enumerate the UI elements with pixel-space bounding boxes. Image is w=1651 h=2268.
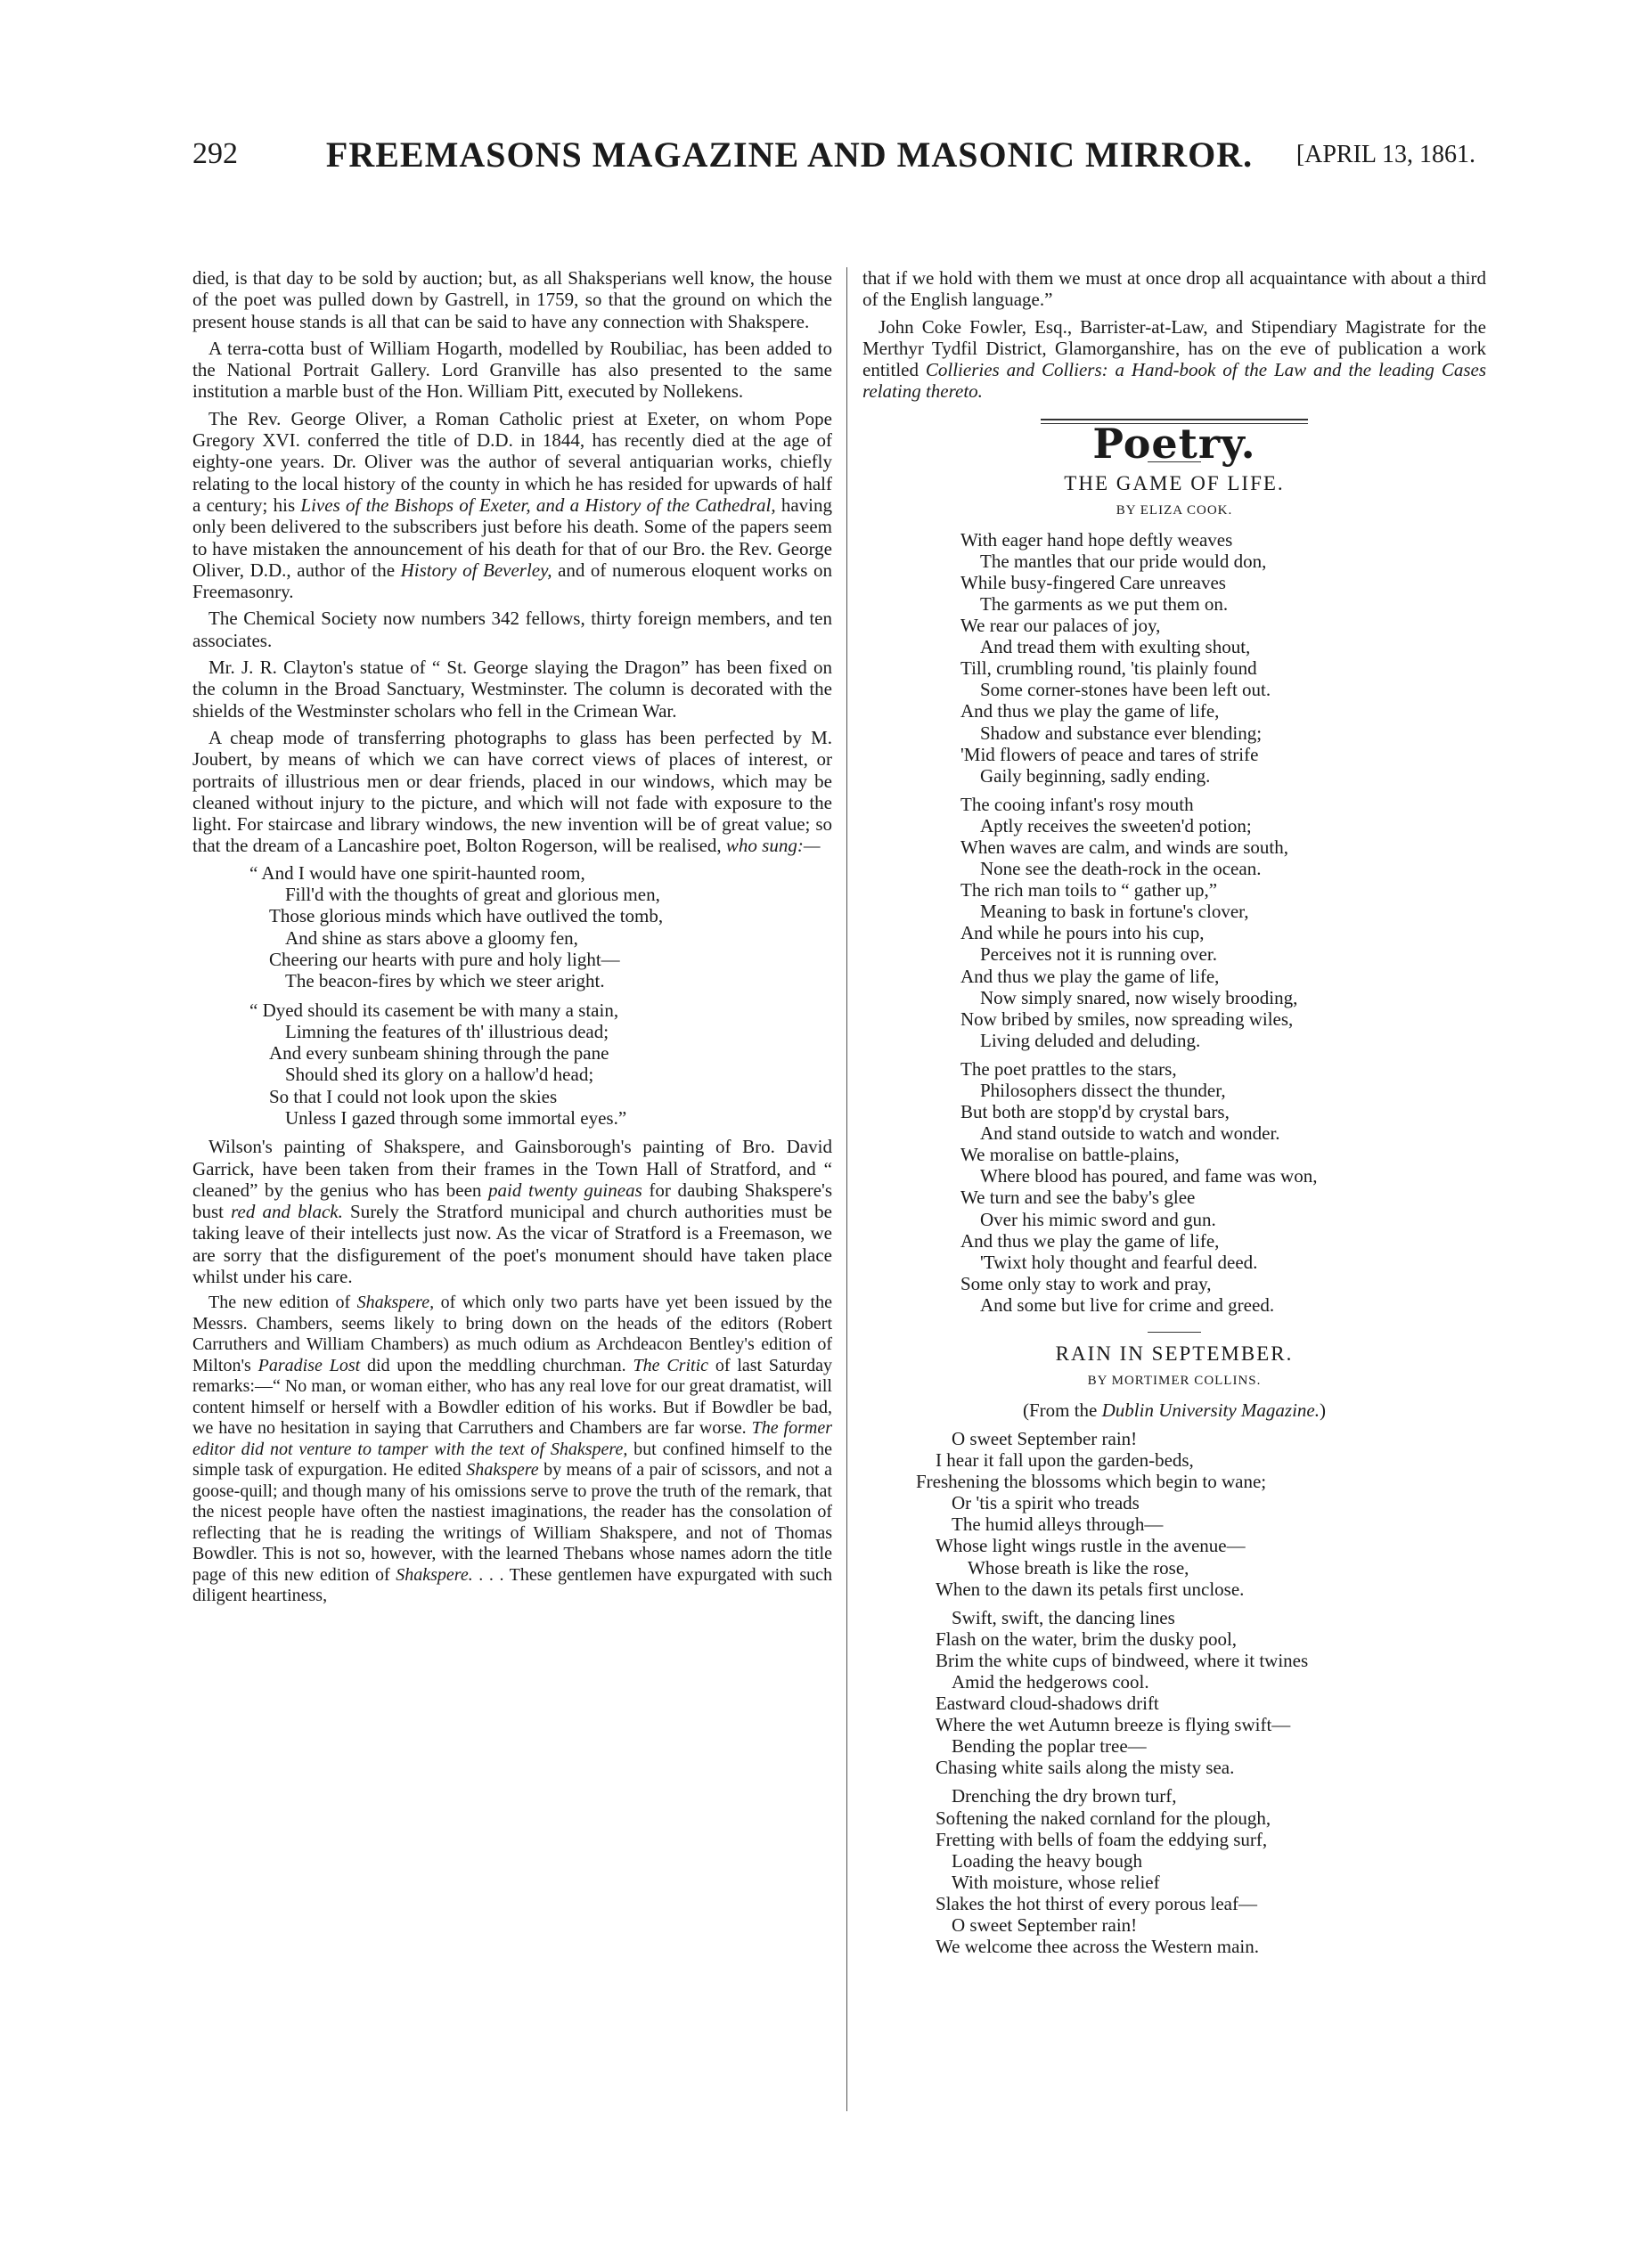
paragraph-critic-continued: that if we hold with them we must at once drop all acquaintance with about a third of the English language.” bbox=[862, 267, 1486, 311]
column-divider bbox=[846, 267, 847, 2111]
verse-line: With eager hand hope deftly weaves bbox=[960, 528, 1233, 551]
poem-rain-in-september bbox=[916, 1428, 1486, 1957]
left-column bbox=[192, 267, 832, 1612]
verse-line: The beacon-fires by which we steer aright. bbox=[285, 970, 605, 992]
verse-line: So that I could not look upon the skies bbox=[269, 1085, 558, 1107]
verse-line bbox=[249, 992, 832, 999]
verse-line: Perceives not it is running over. bbox=[980, 943, 1217, 966]
verse-line: Eastward cloud-shadows drift bbox=[936, 1693, 1159, 1715]
verse-line: Should shed its glory on a hallow'd head; bbox=[285, 1064, 594, 1086]
verse-line: The cooing infant's rosy mouth bbox=[960, 793, 1194, 815]
right-column bbox=[862, 267, 1486, 1957]
verse-line: Slakes the hot thirst of every porous leaf— bbox=[936, 1892, 1257, 1914]
paragraph-oliver-obituary: The Rev. George Oliver, a Roman Catholic priest at Exeter, on whom Pope Gregory XVI. conferred the title of D.D. in 1844, has recently died at the age of eighty-one years. Dr. Oliver was the author of several antiquarian works, chiefly relating to the local history of the county in which he has resided for upwards of half a century; his Lives of the Bishops of Exeter, and a History of the Cathedral, having only been delivered to the subscribers just before his death. Some of the papers seem to have mistaken the announcement of his death for that of our Bro. the Rev. George Oliver, D.D., author of the History of Beverley, and of numerous eloquent works on Freemasonry. bbox=[192, 407, 832, 603]
verse-line: 'Twixt holy thought and fearful deed. bbox=[980, 1251, 1258, 1273]
poem-game-of-life bbox=[960, 529, 1486, 1316]
verse-line: Some only stay to work and pray, bbox=[960, 1272, 1212, 1294]
verse-line: We welcome thee across the Western main. bbox=[936, 1936, 1260, 1958]
verse-line: Gaily beginning, sadly ending. bbox=[980, 764, 1211, 787]
verse-line: Or 'tis a spirit who treads bbox=[952, 1492, 1140, 1514]
verse-line: Till, crumbling round, 'tis plainly found bbox=[960, 657, 1257, 680]
verse-line: And thus we play the game of life, bbox=[960, 965, 1220, 987]
verse-line: Limning the features of th' illustrious dead; bbox=[285, 1020, 609, 1042]
verse-line: Meaning to bask in fortune's clover, bbox=[980, 901, 1249, 923]
verse-line: And while he pours into his cup, bbox=[960, 922, 1205, 944]
paragraph-stratford-paintings: Wilson's painting of Shakspere, and Gainsborough's painting of Bro. David Garrick, have been taken from their frames in the Town Hall of Stratford, and “ cleaned” by the genius who has been paid twenty guineas for daubing Shakspere's bust red and black. Surely the Stratford municipal and church authorities must be taking leave of their intellects just now. As the vicar of Stratford is a Freemason, we are sorry that the disfigurement of the poet's monument should have taken place whilst under his care. bbox=[192, 1136, 832, 1288]
verse-line: Bending the poplar tree— bbox=[952, 1735, 1147, 1758]
verse-line: While busy-fingered Care unreaves bbox=[960, 571, 1226, 593]
verse-line: The mantles that our pride would don, bbox=[980, 550, 1267, 572]
verse-line: Over his mimic sword and gun. bbox=[980, 1208, 1216, 1230]
verse-line: Loading the heavy bough bbox=[952, 1849, 1143, 1872]
page-number: 292 bbox=[192, 137, 238, 170]
verse-line: Those glorious minds which have outlived the tomb, bbox=[269, 905, 664, 927]
verse-line: Amid the hedgerows cool. bbox=[952, 1670, 1149, 1693]
paragraph-chemical-society: The Chemical Society now numbers 342 fellows, thirty foreign members, and ten associates. bbox=[192, 608, 832, 651]
short-divider bbox=[1148, 1332, 1201, 1333]
verse-line: The rich man toils to “ gather up,” bbox=[960, 879, 1218, 901]
verse-line: Shadow and substance ever blending; bbox=[980, 722, 1263, 744]
verse-line: We rear our palaces of joy, bbox=[960, 615, 1161, 637]
verse-line: When waves are calm, and winds are south, bbox=[960, 836, 1288, 858]
verse-line: Freshening the blossoms which begin to wane; bbox=[916, 1471, 1267, 1493]
verse-line bbox=[916, 1600, 1486, 1607]
verse-line: None see the death-rock in the ocean. bbox=[980, 858, 1262, 880]
verse-line: Unless I gazed through some immortal eyes.” bbox=[285, 1106, 627, 1129]
poem-byline-cook: BY ELIZA COOK. bbox=[1116, 503, 1233, 518]
verse-line: Chasing white sails along the misty sea. bbox=[936, 1757, 1235, 1779]
verse-line: With moisture, whose relief bbox=[952, 1871, 1160, 1893]
verse-line: Drenching the dry brown turf, bbox=[952, 1785, 1177, 1807]
verse-line: Whose breath is like the rose, bbox=[968, 1556, 1189, 1579]
verse-line: And thus we play the game of life, bbox=[960, 1229, 1220, 1252]
paragraph-photographs-glass: A cheap mode of transferring photographs to glass has been perfected by M. Joubert, by means of which we can have correct views of places of interest, or portraits of illustrious men or dear friends, placed in our windows, which may be cleaned without injury to the picture, and which will not fade with exposure to the light. For staircase and library windows, the new invention will be of great value; so that the dream of a Lancashire poet, Bolton Rogerson, will be realised, who sung:— bbox=[192, 726, 832, 857]
verse-line: Fretting with bells of foam the eddying surf, bbox=[936, 1828, 1268, 1850]
poem-source: (From the Dublin University Magazine.) bbox=[1022, 1399, 1327, 1421]
verse-line: Where blood has poured, and fame was won, bbox=[980, 1165, 1318, 1187]
verse-line: Softening the naked cornland for the plough, bbox=[936, 1807, 1271, 1829]
page-header bbox=[192, 134, 1475, 187]
verse-line: And some but live for crime and greed. bbox=[980, 1293, 1275, 1316]
verse-line: Philosophers dissect the thunder, bbox=[980, 1080, 1226, 1102]
verse-line: O sweet September rain! bbox=[952, 1914, 1138, 1936]
verse-line: Whose light wings rustle in the avenue— bbox=[936, 1535, 1246, 1557]
verse-line: Cheering our hearts with pure and holy light— bbox=[269, 948, 620, 970]
paragraph-chambers-edition: The new edition of Shakspere, of which only two parts have yet been issued by the Messrs. Chambers, seems likely to bring down on the heads of the editors (Robert Carruthers and William Chambers) as much odium as Archdeacon Bentley's edition of Milton's Paradise Lost did upon the meddling churchman. The Critic of last Saturday remarks:—“ No man, or woman either, who has any real love for our great dramatist, will content himself or herself with a Bowdler edition of his works. But if Bowdler be bad, we have no hesitation in saying that Carruthers and Chambers are far worse. The former editor did not venture to tamper with the text of Shakspere, but confined himself to the simple task of expurgation. He edited Shakspere by means of a pair of scissors, and not a goose-quill; and though many of his omissions serve to prove the truth of the remark, that the nicest people have often the nastiest imaginations, the reader has the consolation of reflecting that he is reading the writings of William Shakspere, and not of Thomas Bowdler. This is not so, however, with the learned Thebans whose names adorn the title page of this new edition of Shakspere. . . . These gentlemen have expurgated with such diligent heartiness, bbox=[192, 1293, 833, 1606]
verse-line: O sweet September rain! bbox=[952, 1427, 1138, 1449]
paragraph-hogarth-bust: A terra-cotta bust of William Hogarth, modelled by Roubiliac, has been added to the National Portrait Gallery. Lord Granville has also presented to the same institution a marble bust of the Hon. William Pitt, executed by Nollekens. bbox=[192, 337, 832, 403]
verse-line: But both are stopp'd by crystal bars, bbox=[960, 1101, 1230, 1123]
verse-line: And tread them with exulting shout, bbox=[980, 636, 1251, 658]
verse-line: And shine as stars above a gloomy fen, bbox=[285, 926, 578, 949]
verse-line: And every sunbeam shining through the pane bbox=[269, 1042, 609, 1065]
rogerson-verse bbox=[249, 862, 832, 1130]
poem-title-rain-in-september: RAIN IN SEPTEMBER. bbox=[1055, 1342, 1294, 1366]
masthead-title: FREEMASONS MAGAZINE AND MASONIC MIRROR. bbox=[325, 135, 1254, 175]
verse-line: Aptly receives the sweeten'd potion; bbox=[980, 814, 1252, 836]
verse-line: And stand outside to watch and wonder. bbox=[980, 1122, 1280, 1145]
verse-line: The poet prattles to the stars, bbox=[960, 1057, 1177, 1080]
verse-line: When to the dawn its petals first unclose. bbox=[936, 1578, 1245, 1600]
verse-line: Some corner-stones have been left out. bbox=[980, 679, 1271, 701]
verse-line: 'Mid flowers of peace and tares of strife bbox=[960, 743, 1259, 765]
verse-line: The humid alleys through— bbox=[952, 1513, 1164, 1536]
paragraph-shakspere-house: died, is that day to be sold by auction; but, as all Shaksperians well know, the house of the poet was pulled down by Gastrell, in 1759, so that the ground on which the present house stands is all that can be said to have any connection with Shakspere. bbox=[192, 267, 832, 332]
poem-title-game-of-life: THE GAME OF LIFE. bbox=[1064, 472, 1285, 495]
verse-line: We moralise on battle-plains, bbox=[960, 1144, 1180, 1166]
verse-line: We turn and see the baby's glee bbox=[960, 1187, 1196, 1209]
verse-line: Swift, swift, the dancing lines bbox=[952, 1606, 1175, 1628]
verse-line: Brim the white cups of bindweed, where it twines bbox=[936, 1649, 1309, 1671]
verse-line: Living deluded and deluding. bbox=[980, 1029, 1201, 1051]
verse-line: And thus we play the game of life, bbox=[960, 700, 1220, 722]
paragraph-clayton-statue: Mr. J. R. Clayton's statue of “ St. George slaying the Dragon” has been fixed on the column in the Broad Sanctuary, Westminster. The column is decorated with the shields of the Westminster scholars who fell in the Crimean War. bbox=[192, 657, 832, 722]
verse-line: Flash on the water, brim the dusky pool, bbox=[936, 1628, 1238, 1650]
verse-line: Now bribed by smiles, now spreading wiles, bbox=[960, 1008, 1294, 1030]
verse-line: “ Dyed should its casement be with many a stain, bbox=[249, 999, 619, 1021]
verse-line bbox=[916, 1778, 1486, 1785]
verse-line: Where the wet Autumn breeze is flying swift— bbox=[936, 1714, 1291, 1736]
poetry-heading: Poetry. bbox=[1092, 419, 1256, 468]
verse-line: The garments as we put them on. bbox=[980, 592, 1229, 615]
verse-line bbox=[960, 1051, 1486, 1058]
verse-line: Fill'd with the thoughts of great and glorious men, bbox=[285, 884, 660, 906]
verse-line bbox=[960, 787, 1486, 794]
verse-line: I hear it fall upon the garden-beds, bbox=[936, 1449, 1194, 1472]
verse-line: Now simply snared, now wisely brooding, bbox=[980, 986, 1298, 1008]
poem-byline-collins: BY MORTIMER COLLINS. bbox=[1087, 1374, 1262, 1389]
paragraph-fowler-book: John Coke Fowler, Esq., Barrister-at-Law, and Stipendiary Magistrate for the Merthyr Tydfil District, Glamorganshire, has on the eve of publication a work entitled Collieries and Colliers: a Hand-book of the Law and the leading Cases relating thereto. bbox=[862, 315, 1486, 403]
issue-date: [APRIL 13, 1861. bbox=[1295, 141, 1475, 168]
verse-line: “ And I would have one spirit-haunted room, bbox=[249, 861, 585, 884]
